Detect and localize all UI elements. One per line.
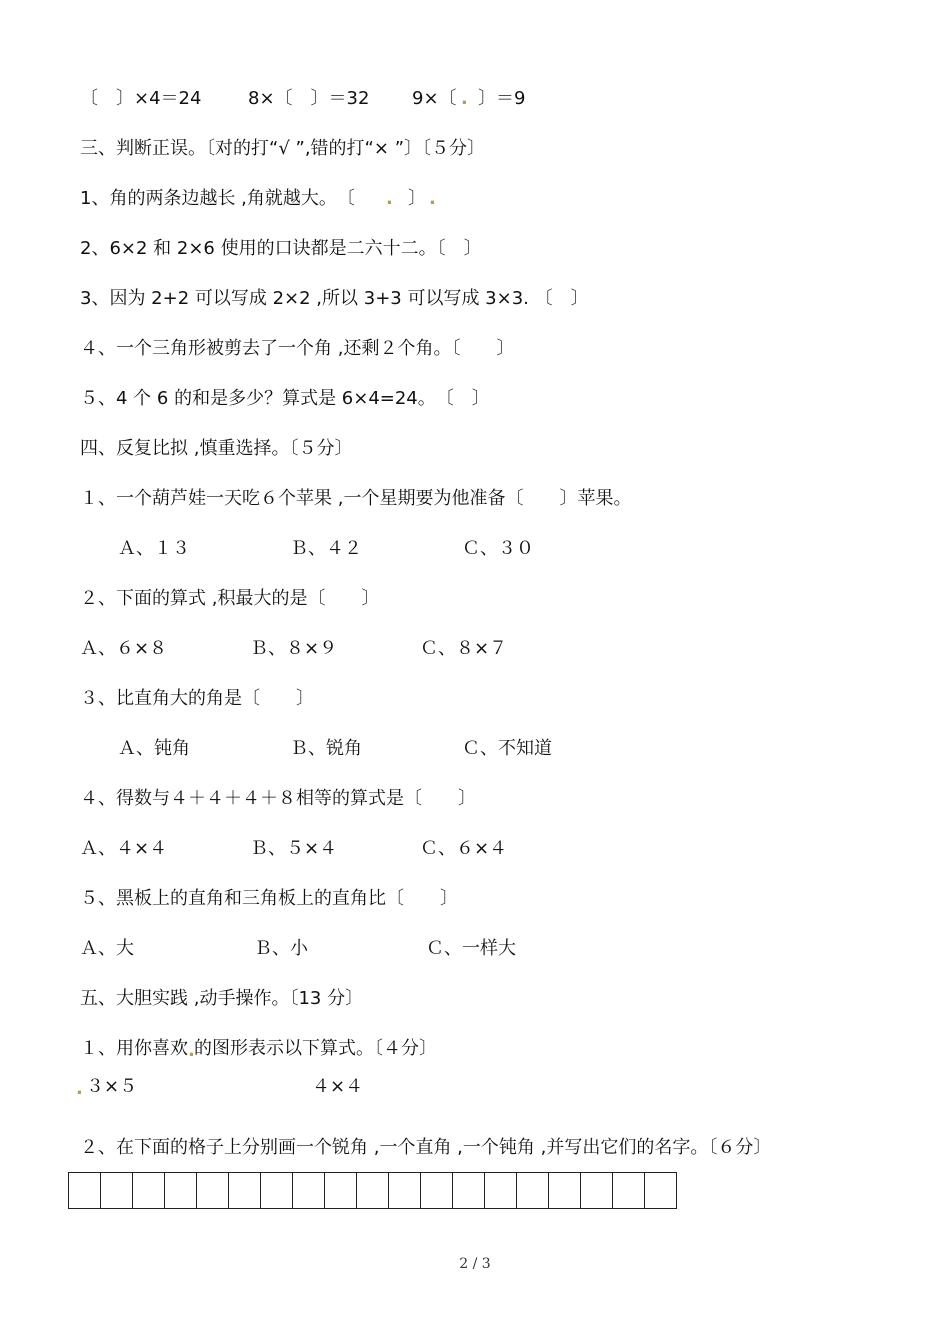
grid-cell[interactable]: [357, 1173, 389, 1208]
judge-item-3: 3、因为 2+2 可以写成 2×2 ,所以 3+3 可以写成 3×3. 〔 〕: [80, 288, 589, 309]
choice-q4-option-c: Ｃ、６×４: [420, 838, 508, 859]
grid-cell[interactable]: [229, 1173, 261, 1208]
practice-q1-text-end: 的图形表示以下算式。〔４分〕: [194, 1038, 437, 1059]
choice-q3-option-c: Ｃ、不知道: [462, 738, 552, 759]
grid-cell[interactable]: [517, 1173, 549, 1208]
grid-cell[interactable]: [261, 1173, 293, 1208]
choice-q3: ３、比直角大的角是〔 〕: [80, 688, 314, 709]
choice-q1-option-b: Ｂ、４２: [290, 538, 362, 559]
choice-q4-option-a: Ａ、４×４: [80, 838, 168, 859]
practice-q1-text: １、用你喜欢: [80, 1038, 188, 1059]
grid-cell[interactable]: [197, 1173, 229, 1208]
grid-cell[interactable]: [325, 1173, 357, 1208]
blank-q-c-end: 〕＝9: [478, 88, 526, 109]
expression-3x5: ３×５: [86, 1076, 138, 1097]
judge-1-bracket: 〕: [408, 188, 426, 209]
choice-q5: ５、黑板上的直角和三角板上的直角比〔 〕: [80, 888, 458, 909]
expression-4x4: ４×４: [312, 1076, 364, 1097]
stray-dot: .: [76, 1078, 83, 1099]
grid-cell[interactable]: [581, 1173, 613, 1208]
blank-q-a: 〔 〕×4＝24: [80, 88, 202, 109]
drawing-grid[interactable]: [68, 1172, 677, 1209]
grid-cell[interactable]: [613, 1173, 645, 1208]
choice-q2: ２、下面的算式 ,积最大的是〔 〕: [80, 588, 380, 609]
stray-dot: .: [429, 188, 436, 209]
grid-cell[interactable]: [293, 1173, 325, 1208]
stray-dot: .: [386, 188, 393, 209]
choice-q2-option-c: Ｃ、８×７: [420, 638, 508, 659]
choice-q4: ４、得数与４＋４＋４＋８相等的算式是〔 〕: [80, 788, 476, 809]
judge-1-text: 1、角的两条边越长 ,角就越大。 〔: [80, 188, 355, 209]
practice-q2: ２、在下面的格子上分别画一个锐角 ,一个直角 ,一个钝角 ,并写出它们的名字。〔６分〕: [80, 1137, 772, 1158]
choice-q1: １、一个葫芦娃一天吃６个苹果 ,一个星期要为他准备〔 〕苹果。: [80, 488, 632, 509]
choice-q1-option-a: Ａ、１３: [118, 538, 190, 559]
stray-dot: .: [188, 1040, 195, 1061]
judge-item-5: ５、4 个 6 的和是多少？算式是 6×4=24。 〔 〕: [80, 388, 490, 409]
grid-cell[interactable]: [549, 1173, 581, 1208]
grid-cell[interactable]: [101, 1173, 133, 1208]
grid-cell[interactable]: [165, 1173, 197, 1208]
judge-item-2: 2、6×2 和 2×6 使用的口诀都是二六十二。〔 〕: [80, 238, 482, 259]
grid-cell[interactable]: [421, 1173, 453, 1208]
page-number: 2 / 3: [459, 1256, 491, 1272]
choice-q3-option-a: Ａ、钝角: [118, 738, 190, 759]
judge-item-4: ４、一个三角形被剪去了一个角 ,还剩２个角。〔 〕: [80, 338, 515, 359]
section-4-title: 四、反复比拟 ,慎重选择。〔５分〕: [80, 438, 353, 459]
grid-cell[interactable]: [485, 1173, 517, 1208]
choice-q5-option-b: Ｂ、小: [254, 938, 308, 959]
grid-cell[interactable]: [645, 1173, 677, 1208]
grid-cell[interactable]: [133, 1173, 165, 1208]
choice-q3-option-b: Ｂ、锐角: [290, 738, 362, 759]
blank-q-c: 9×〔: [412, 88, 457, 109]
choice-q2-option-b: Ｂ、８×９: [250, 638, 338, 659]
blank-q-b: 8×〔 〕＝32: [248, 88, 370, 109]
grid-cell[interactable]: [69, 1173, 101, 1208]
stray-dot: .: [461, 88, 468, 109]
choice-q5-option-a: Ａ、大: [80, 938, 134, 959]
grid-cell[interactable]: [389, 1173, 421, 1208]
section-3-title: 三、判断正误。〔对的打“√ ”,错的打“× ”〕〔５分〕: [80, 138, 486, 159]
grid-cell[interactable]: [453, 1173, 485, 1208]
section-5-title: 五、大胆实践 ,动手操作。〔13 分〕: [80, 988, 364, 1009]
choice-q1-option-c: Ｃ、３０: [462, 538, 534, 559]
choice-q5-option-c: Ｃ、一样大: [426, 938, 516, 959]
choice-q4-option-b: Ｂ、５×４: [250, 838, 338, 859]
choice-q2-option-a: Ａ、６×８: [80, 638, 168, 659]
